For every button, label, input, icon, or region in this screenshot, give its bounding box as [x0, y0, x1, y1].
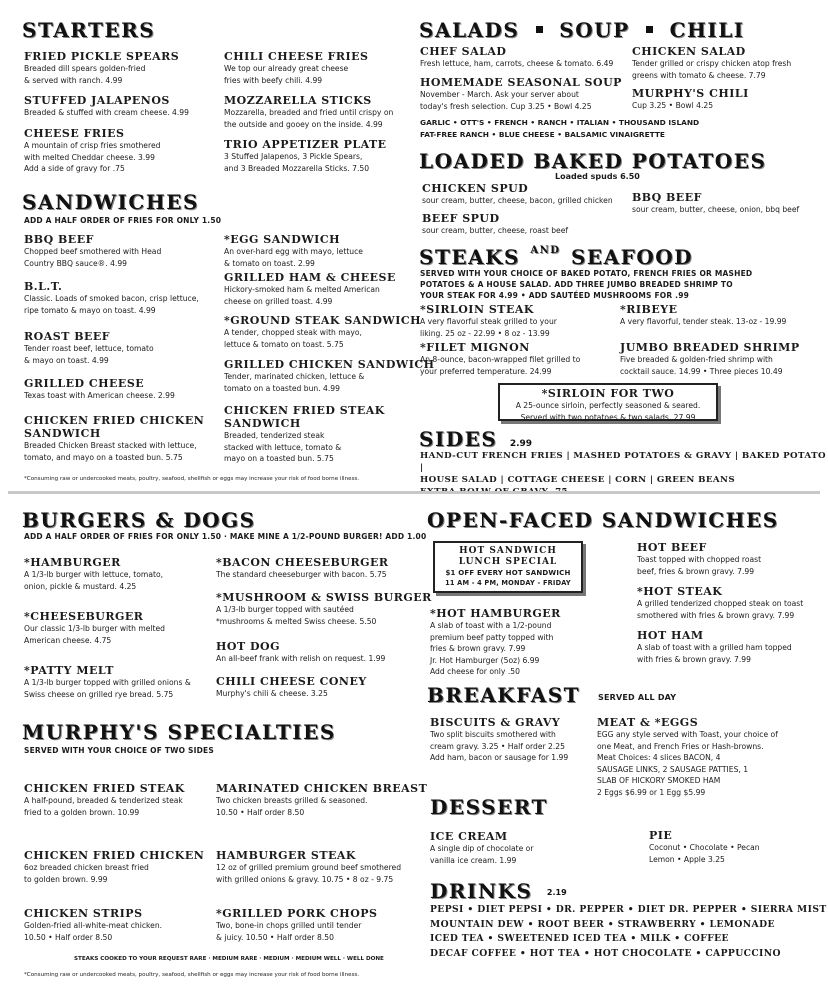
menu-item: CHEF SALAD Fresh lettuce, ham, carrots, cheese & tomato. 6.49 [420, 45, 614, 68]
menu-item: *GROUND STEAK SANDWICH A tender, chopped steak with mayo, lettuce & tomato on toast. 5.75 [224, 314, 422, 349]
section-divider [8, 491, 820, 494]
disclaimer-top: *Consuming raw or undercooked meats, poultry, seafood, shellfish or eggs may increase your risk of food borne illness. [24, 476, 360, 482]
menu-item: *HOT STEAK A grilled tenderized chopped steak on toast smothered with fries & brown gravy. 7.99 [637, 585, 804, 620]
menu-item: HOMEMADE SEASONAL SOUP November - March. Ask your server about today's fresh selection. Cup 3.25 • Bowl 4.25 [420, 76, 622, 111]
menu-item: PIE Coconut • Chocolate • Pecan Lemon • Apple 3.25 [649, 829, 760, 864]
steaks-note: SERVED WITH YOUR CHOICE OF BAKED POTATO, FRENCH FRIES OR MASHED POTATOES & A HOUSE SALAD. ADD THREE JUMBO BREADED SHRIMP TO YOUR STEAK FOR 4.99 • ADD SAUTÉED MUSHROOMS FOR .99 [420, 269, 753, 300]
salads-title: SALADS SOUP CHILI [419, 18, 745, 42]
menu-item: CHICKEN SPUD sour cream, butter, cheese, bacon, grilled chicken [422, 182, 613, 205]
menu-item: *BACON CHEESEBURGER The standard cheeseburger with bacon. 5.75 [216, 556, 389, 579]
menu-item: BBQ BEEF Chopped beef smothered with Head Country BBQ sauce®. 4.99 [24, 233, 162, 268]
menu-item: B.L.T. Classic. Loads of smoked bacon, crisp lettuce, ripe tomato & mayo on toast. 4.99 [24, 280, 199, 315]
menu-item: GRILLED CHEESE Texas toast with American cheese. 2.99 [24, 377, 175, 400]
drinks-title: DRINKS 2.19 [430, 879, 567, 903]
menu-item: CHILI CHEESE FRIES We top our already great cheese fries with beefy chili. 4.99 [224, 50, 369, 85]
sides-list: HAND-CUT FRENCH FRIES | MASHED POTATOES & GRAVY | BAKED POTATO | HOUSE SALAD | COTTAGE CHEESE | CORN | GREEN BEANS [420, 451, 826, 485]
menu-item: CHEESE FRIES A mountain of crisp fries smothered with melted Cheddar cheese. 3.99 Add a side of gravy for .75 [24, 127, 161, 173]
open-faced-title: OPEN-FACED SANDWICHES [427, 508, 779, 532]
menu-item: BISCUITS & GRAVY Two split biscuits smothered with cream gravy. 3.25 • Half order 2.25 Add ham, bacon or sausage for 1.99 [430, 716, 569, 762]
square-bullet-icon [536, 26, 543, 33]
menu-item: HOT HAM A slab of toast with a grilled ham topped with fries & brown gravy. 7.99 [637, 629, 792, 664]
menu-item: *MUSHROOM & SWISS BURGER A 1/3-lb burger topped with sautéed *mushrooms & melted Swiss cheese. 5.50 [216, 591, 432, 626]
dessert-title: DESSERT [430, 795, 548, 819]
menu-item: HAMBURGER STEAK 12 oz of grilled premium ground beef smothered with grilled onions & gravy. 10.75 • 8 oz - 9.75 [216, 849, 402, 884]
burgers-title: BURGERS & DOGS [22, 508, 256, 532]
steaks-title: STEAKS $^{AND}$ SEAFOOD [419, 245, 694, 269]
menu-item: JUMBO BREADED SHRIMP Five breaded & golden-fried shrimp with cocktail sauce. 14.99 • Three pieces 10.49 [620, 341, 800, 376]
starters-title: STARTERS [22, 18, 156, 42]
sandwiches-title: SANDWICHES [22, 190, 199, 214]
specialties-title: MURPHY'S SPECIALTIES [22, 720, 336, 744]
menu-item: *RIBEYE A very flavorful, tender steak. 13-oz - 19.99 [620, 303, 787, 326]
menu-item: CHICKEN FRIED CHICKEN 6oz breaded chicken breast fried to golden brown. 9.99 [24, 849, 205, 884]
menu-item: *EGG SANDWICH An over-hard egg with mayo, lettuce & tomato on toast. 2.99 [224, 233, 363, 268]
menu-item: ICE CREAM A single dip of chocolate or vanilla ice cream. 1.99 [430, 830, 534, 865]
specialties-note: SERVED WITH YOUR CHOICE OF TWO SIDES [24, 746, 214, 755]
menu-item: HOT DOG An all-beef frank with relish on request. 1.99 [216, 640, 386, 663]
menu-item: HOT BEEF Toast topped with chopped roast beef, fries & brown gravy. 7.99 [637, 541, 762, 576]
menu-item: *GRILLED PORK CHOPS Two, bone-in chops grilled until tender & juicy. 10.50 • Half order 8.50 [216, 907, 378, 942]
menu-item: *SIRLOIN STEAK A very flavorful steak grilled to your liking. 25 oz - 22.99 • 8 oz - 13.99 [420, 303, 557, 338]
breakfast-title: BREAKFAST [427, 683, 581, 707]
drinks-list: PEPSI • DIET PEPSI • DR. PEPPER • DIET DR. PEPPER • SIERRA MIST MOUNTAIN DEW • ROOT BEER • STRAWBERRY • LEMONADE ICED TEA • SWEETENED ICED TEA • MILK • COFFEE DECAF COFFEE • HOT TEA • HOT CHOCOLATE • CAPPUCCINO [430, 904, 827, 959]
breakfast-note: SERVED ALL DAY [598, 693, 677, 702]
menu-item: *CHEESEBURGER Our classic 1/3-lb burger with melted American cheese. 4.75 [24, 610, 166, 645]
menu-item: CHICKEN FRIED STEAK A half-pound, breaded & tenderized steak fried to a golden brown. 10.99 [24, 782, 185, 817]
menu-item: BEEF SPUD sour cream, butter, cheese, roast beef [422, 212, 569, 235]
menu-item: MEAT & *EGGS EGG any style served with Toast, your choice of one Meat, and French Fries or Hash-browns. Meat Choices: 4 slices BACON, 4 SAUSAGE LINKS, 2 SAUSAGE PATTIES, 1 SLAB OF HICKORY SMOKED HAM 2 Eggs $6.99 or 1 Egg $5.99 [597, 716, 778, 797]
menu-item: CHICKEN SALAD Tender grilled or crispy chicken atop fresh greens with tomato & cheese. 7.79 [632, 45, 792, 80]
menu-item: MARINATED CHICKEN BREAST Two chicken breasts grilled & seasoned. 10.50 • Half order 8.50 [216, 782, 428, 817]
menu-item: CHILI CHEESE CONEY Murphy's chili & cheese. 3.25 [216, 675, 367, 698]
menu-item: MOZZARELLA STICKS Mozzarella, breaded and fried until crispy on the outside and gooey on the inside. 4.99 [224, 94, 394, 129]
menu-item: GRILLED CHICKEN SANDWICH Tender, marinated chicken, lettuce & tomato on a toasted bun. 4.99 [224, 358, 435, 393]
lunch-special-box: HOT SANDWICH LUNCH SPECIAL $1 OFF EVERY HOT SANDWICH 11 AM - 4 PM, MONDAY - FRIDAY [433, 541, 583, 593]
menu-item: CHICKEN STRIPS Golden-fried all-white-meat chicken. 10.50 • Half order 8.50 [24, 907, 163, 942]
menu-item: CHICKEN FRIED CHICKEN SANDWICH Breaded Chicken Breast stacked with lettuce, tomato, and mayo on a toasted bun. 5.75 [24, 414, 205, 462]
menu-item: GRILLED HAM & CHEESE Hickory-smoked ham & melted American cheese on grilled toast. 4.99 [224, 271, 396, 306]
menu-item: CHICKEN FRIED STEAK SANDWICH Breaded, tenderized steak stacked with lettuce, tomato & mayo on a toasted bun. 5.75 [224, 404, 385, 463]
disclaimer-bottom: *Consuming raw or undercooked meats, poultry, seafood, shellfish or eggs may increase your risk of food borne illness. [24, 972, 360, 978]
menu-item: STUFFED JALAPENOS Breaded & stuffed with cream cheese. 4.99 [24, 94, 189, 117]
square-bullet-icon [646, 26, 653, 33]
burgers-note: ADD A HALF ORDER OF FRIES FOR ONLY 1.50 · MAKE MINE A 1/2-POUND BURGER! ADD 1.00 [24, 532, 427, 541]
menu-item: BBQ BEEF sour cream, butter, cheese, onion, bbq beef [632, 191, 800, 214]
menu-item: MURPHY'S CHILI Cup 3.25 • Bowl 4.25 [632, 87, 749, 110]
menu-item: *HOT HAMBURGER A slab of toast with a 1/2-pound premium beef patty topped with fries & brown gravy. 7.99 Jr. Hot Hamburger (5oz) 6.99 Add cheese for only .50 [430, 607, 561, 676]
sides-title: SIDES 2.99 [419, 427, 533, 451]
menu-item: *HAMBURGER A 1/3-lb burger with lettuce, tomato, onion, pickle & mustard. 4.25 [24, 556, 164, 591]
potatoes-note: Loaded spuds 6.50 [555, 172, 640, 181]
menu-item: FRIED PICKLE SPEARS Breaded dill spears golden-fried & served with ranch. 4.99 [24, 50, 180, 85]
steak-temperature-note: STEAKS COOKED TO YOUR REQUEST RARE · MEDIUM RARE · MEDIUM · MEDIUM WELL · WELL DONE [74, 956, 384, 962]
menu-item: *FILET MIGNON An 8-ounce, bacon-wrapped filet grilled to your preferred temperature. 24.99 [420, 341, 581, 376]
sirloin-for-two-box: *SIRLOIN FOR TWO A 25-ounce sirloin, perfectly seasoned & seared. Served with two potatoes & two salads. 27.99 [498, 383, 718, 421]
menu-item: TRIO APPETIZER PLATE 3 Stuffed Jalapenos, 3 Pickle Spears, and 3 Breaded Mozzarella Sticks. 7.50 [224, 138, 387, 173]
sandwiches-note: ADD A HALF ORDER OF FRIES FOR ONLY 1.50 [24, 216, 222, 225]
menu-item: ROAST BEEF Tender roast beef, lettuce, tomato & mayo on toast. 4.99 [24, 330, 154, 365]
dressing-list: GARLIC • OTT'S • FRENCH • RANCH • ITALIAN • THOUSAND ISLAND FAT-FREE RANCH • BLUE CHEESE • BALSAMIC VINAIGRETTE [420, 118, 700, 139]
potatoes-title: LOADED BAKED POTATOES [419, 149, 767, 173]
menu-item: *PATTY MELT A 1/3-lb burger topped with grilled onions & Swiss cheese on grilled rye bread. 5.75 [24, 664, 191, 699]
